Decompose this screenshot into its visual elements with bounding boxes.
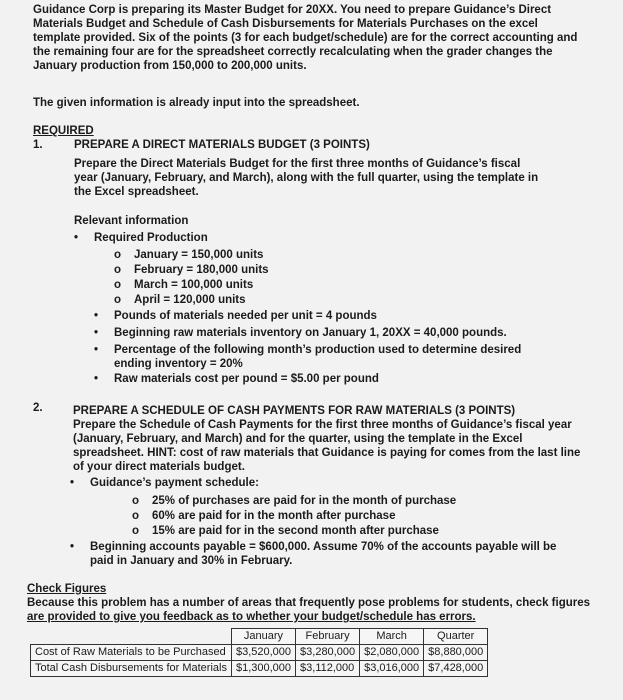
table-header: March: [360, 629, 424, 645]
bullet-circle: o: [114, 294, 122, 306]
bullet-circle: o: [132, 525, 140, 537]
info-bullet: [94, 309, 377, 323]
check-text-underlined: are provided to give you feedback as to whether your budget/schedule has errors.: [27, 611, 476, 623]
table-cell: $3,520,000: [231, 645, 295, 661]
row-label: Cost of Raw Materials to be Purchased: [31, 645, 232, 661]
payment-item: [132, 524, 439, 538]
required-production-item: [74, 231, 208, 245]
required-production-label: Required Production: [94, 232, 208, 244]
required-heading: REQUIRED: [33, 125, 94, 137]
bullet-circle: o: [132, 510, 140, 522]
table-header: Quarter: [424, 629, 488, 645]
table-row: [31, 661, 488, 677]
table-cell: $3,016,000: [360, 661, 424, 677]
bullet-dot: •: [70, 541, 75, 553]
production-april: April = 120,000 units: [134, 294, 246, 306]
bullet-circle: o: [132, 495, 140, 507]
production-item: [114, 293, 246, 307]
info-bullet: [94, 372, 379, 386]
intro-paragraph: Guidance Corp is preparing its Master Budget for 20XX. You need to prepare Guidance’s Direct Materials Budget and Schedule of Cash Disbursements for Materials Purchases on the excel template provided. Six of the points (3 for each budget/schedule) are for the correct accounting and the remaining four are for the spreadsheet correctly recalculating when the grader changes the January production from 150,000 to 200,000 units.: [33, 4, 578, 72]
bullet-dot: •: [94, 373, 99, 385]
payment-schedule-item: [70, 476, 259, 490]
bullet-dot: •: [94, 344, 99, 356]
payment-item: [132, 509, 396, 523]
table-corner: [31, 629, 232, 645]
payment-month-of-purchase: 25% of purchases are paid for in the month of purchase: [152, 495, 457, 507]
check-figures-table: [30, 628, 488, 677]
payment-schedule-label: Guidance’s payment schedule:: [90, 477, 259, 489]
part2-title: PREPARE A SCHEDULE OF CASH PAYMENTS FOR RAW MATERIALS (3 POINTS): [73, 405, 516, 417]
check-figures-heading: Check Figures: [27, 583, 107, 595]
payment-second-month-after: 15% are paid for in the second month after purchase: [152, 525, 439, 537]
check-figures-text: [27, 596, 597, 624]
part2-description: Prepare the Schedule of Cash Payments for the first three months of Guidance’s fiscal year (January, February, and March) and for the quarter, using the template in the Excel spreadsheet. HINT: cost of raw materials that Guidance is paying for comes from the last line of your direct materials budget.: [73, 419, 581, 473]
table-cell: $8,880,000: [424, 645, 488, 661]
bullet-circle: o: [114, 249, 122, 261]
payment-month-after: 60% are paid for in the month after purchase: [152, 510, 396, 522]
beginning-inventory: Beginning raw materials inventory on January 1, 20XX = 40,000 pounds.: [114, 327, 507, 339]
bullet-dot: •: [94, 327, 99, 339]
row-label: Total Cash Disbursements for Materials: [31, 661, 232, 677]
table-cell: $2,080,000: [360, 645, 424, 661]
table-cell: $3,280,000: [296, 645, 360, 661]
given-note: The given information is already input into the spreadsheet.: [33, 97, 360, 109]
table-header-row: [31, 629, 488, 645]
check-text-start: Because this problem has a number of areas that frequently pose problems for students, check figures: [27, 597, 591, 609]
accounts-payable-text: Beginning accounts payable = $600,000. Assume 70% of the accounts payable will be paid in January and 30% in February.: [90, 541, 557, 567]
payment-item: [132, 494, 457, 508]
info-bullet: [94, 326, 507, 340]
production-item: [114, 278, 254, 292]
part1-title: PREPARE A DIRECT MATERIALS BUDGET (3 POINTS): [74, 139, 370, 151]
bullet-dot: •: [94, 310, 99, 322]
production-item: [114, 263, 269, 277]
table-cell: $7,428,000: [424, 661, 488, 677]
table-header: January: [231, 629, 295, 645]
production-item: [114, 248, 264, 262]
bullet-dot: •: [74, 232, 79, 244]
relevant-info-label: Relevant information: [74, 215, 189, 227]
cost-per-pound: Raw materials cost per pound = $5.00 per pound: [114, 373, 379, 385]
part2-number: 2.: [33, 402, 43, 414]
info-bullet: [94, 343, 554, 371]
bullet-circle: o: [114, 264, 122, 276]
bullet-dot: •: [70, 477, 75, 489]
accounts-payable-item: [70, 540, 560, 568]
part1-number: 1.: [33, 139, 43, 151]
part1-description: Prepare the Direct Materials Budget for the first three months of Guidance’s fiscal year (January, February, and March), along with the full quarter, using the template in the Excel spreadsheet.: [74, 158, 539, 198]
desired-ending-inventory: Percentage of the following month’s production used to determine desired ending inventory = 20%: [114, 344, 522, 370]
production-february: February = 180,000 units: [134, 264, 269, 276]
table-cell: $1,300,000: [231, 661, 295, 677]
table-cell: $3,112,000: [296, 661, 360, 677]
table-header: February: [296, 629, 360, 645]
bullet-circle: o: [114, 279, 122, 291]
production-march: March = 100,000 units: [134, 279, 254, 291]
table-row: [31, 645, 488, 661]
pounds-per-unit: Pounds of materials needed per unit = 4 pounds: [114, 310, 377, 322]
production-january: January = 150,000 units: [134, 249, 264, 261]
